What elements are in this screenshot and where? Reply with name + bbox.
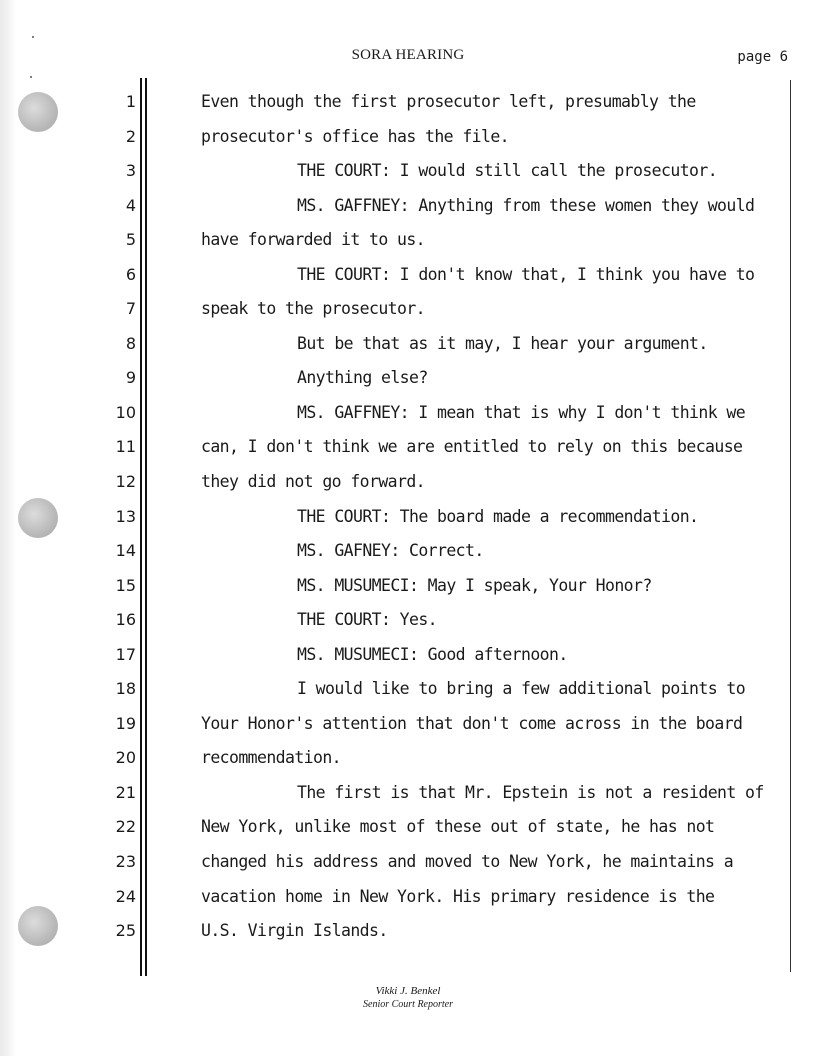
transcript-line: The first is that Mr. Epstein is not a resident of	[297, 782, 764, 802]
transcript-line: prosecutor's office has the file.	[201, 126, 510, 146]
punch-hole	[18, 92, 58, 132]
transcript-line: MS. MUSUMECI: May I speak, Your Honor?	[297, 575, 652, 595]
line-number: 6	[125, 264, 136, 284]
transcript-line: MS. GAFFNEY: I mean that is why I don't think we	[297, 402, 746, 422]
page-number: page 6	[737, 49, 788, 65]
transcript-line: But be that as it may, I hear your argument.	[297, 333, 708, 353]
transcript-line: can, I don't think we are entitled to rely on this because	[201, 437, 743, 457]
line-number: 25	[115, 921, 136, 941]
line-number: 5	[125, 230, 136, 250]
line-number: 18	[115, 679, 136, 699]
reporter-name: Vikki J. Benkel	[375, 985, 441, 997]
transcript-line: MS. MUSUMECI: Good afternoon.	[297, 644, 568, 664]
transcript-line: MS. GAFNEY: Correct.	[297, 541, 484, 561]
line-number: 22	[115, 817, 136, 837]
transcript-line: THE COURT: The board made a recommendation.	[297, 506, 699, 526]
transcript-body	[201, 85, 791, 949]
transcript-line: THE COURT: Yes.	[297, 610, 438, 630]
line-number: 13	[115, 506, 136, 526]
transcript-line: U.S. Virgin Islands.	[201, 921, 388, 941]
scan-speck	[30, 76, 32, 78]
line-number: 16	[115, 610, 136, 630]
scan-edge	[0, 0, 16, 1056]
transcript-line: Your Honor's attention that don't come across in the board	[201, 713, 743, 733]
line-number: 19	[115, 713, 136, 733]
line-number: 11	[115, 437, 136, 457]
line-number: 3	[125, 161, 136, 181]
transcript-line: I would like to bring a few additional points to	[297, 679, 746, 699]
line-number: 23	[115, 852, 136, 872]
transcript-line: MS. GAFFNEY: Anything from these women they would	[297, 195, 755, 215]
line-number: 8	[125, 333, 136, 353]
reporter-title: Senior Court Reporter	[363, 999, 453, 1010]
punch-hole	[18, 906, 58, 946]
transcript-line: speak to the prosecutor.	[201, 299, 426, 319]
line-number: 17	[115, 644, 136, 664]
line-number: 1	[125, 92, 136, 111]
scan-speck	[32, 36, 34, 38]
line-number: 2	[125, 126, 136, 146]
transcript-line: THE COURT: I don't know that, I think you have to	[297, 264, 755, 284]
line-number: 24	[115, 886, 136, 906]
transcript-line: they did not go forward.	[201, 472, 426, 492]
line-number: 15	[115, 575, 136, 595]
line-number: 20	[115, 748, 136, 768]
left-margin-rule	[145, 78, 147, 976]
transcript-line: THE COURT: I would still call the prosecutor.	[297, 161, 718, 181]
line-number: 4	[125, 195, 136, 215]
document-title: SORA HEARING	[351, 47, 465, 63]
left-margin-rule	[140, 78, 142, 976]
line-number: 21	[115, 782, 136, 802]
line-number: 7	[125, 299, 136, 319]
transcript-line: changed his address and moved to New York, he maintains a	[201, 852, 734, 872]
line-number: 9	[125, 368, 136, 388]
transcript-line: recommendation.	[201, 748, 342, 768]
line-number: 10	[115, 402, 136, 422]
transcript-line: vacation home in New York. His primary residence is the	[201, 886, 715, 906]
transcript-line: have forwarded it to us.	[201, 230, 426, 250]
line-number: 12	[115, 472, 136, 492]
line-numbers	[96, 85, 136, 949]
line-number: 14	[115, 541, 136, 561]
transcript-line: New York, unlike most of these out of state, he has not	[201, 817, 715, 837]
punch-hole	[18, 498, 58, 538]
transcript-line: Anything else?	[297, 368, 428, 388]
transcript-line: Even though the first prosecutor left, presumably the	[201, 92, 696, 111]
